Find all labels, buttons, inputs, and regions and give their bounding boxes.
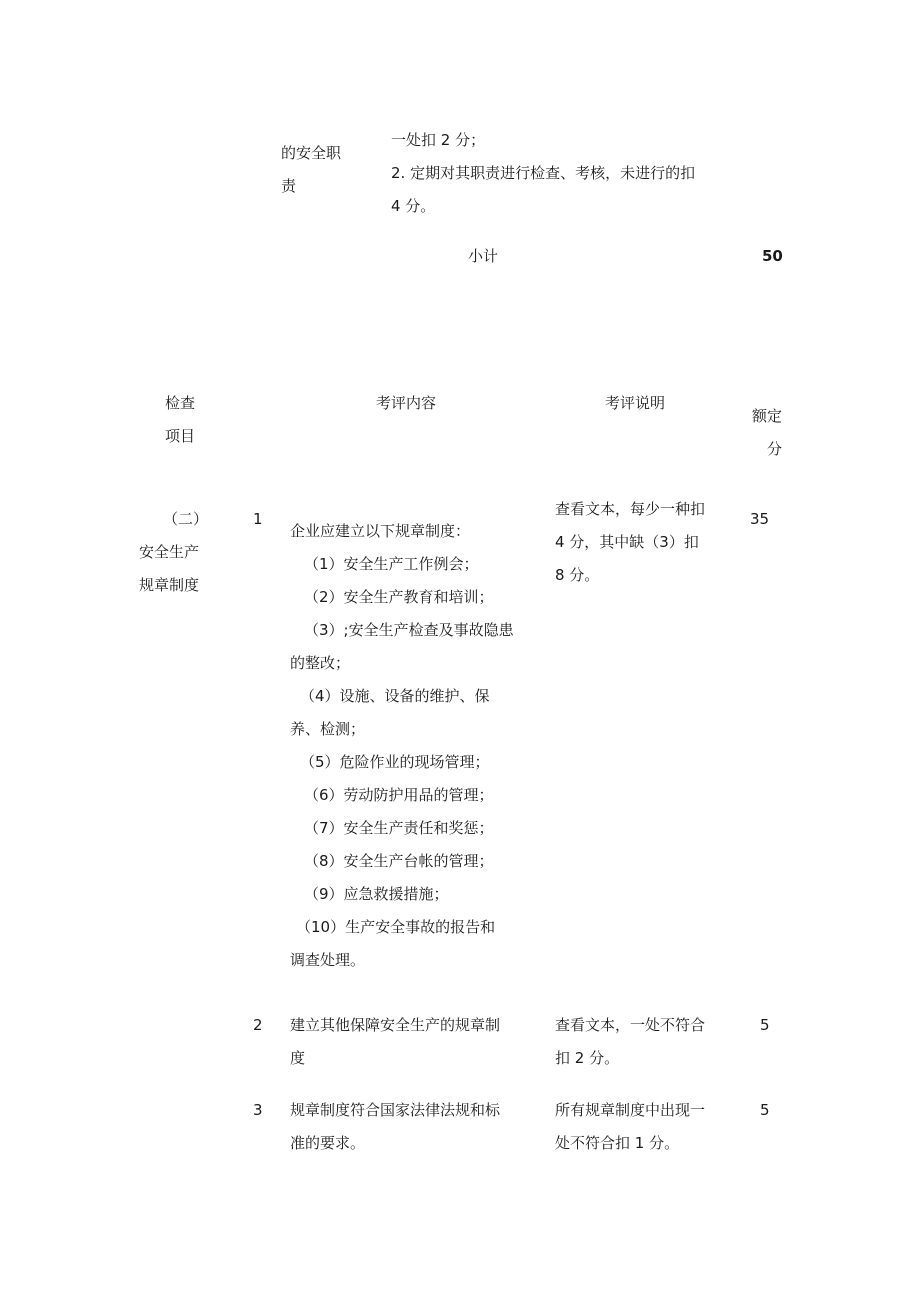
content-line: （4）设施、设备的维护、保: [300, 687, 490, 705]
row-number: 2: [253, 1016, 263, 1034]
item-text: 责: [281, 177, 297, 195]
row-score: 5: [760, 1016, 770, 1034]
row-content: [290, 515, 514, 977]
content-line: （10）生产安全事故的报告和: [296, 918, 496, 936]
content-line: 建立其他保障安全生产的规章制: [290, 1016, 501, 1034]
row-number: 1: [253, 510, 263, 528]
header-score-text: 额定: [751, 407, 782, 425]
header-item-text: 项目: [164, 427, 195, 445]
row-explain: [555, 493, 705, 592]
content-line: 企业应建立以下规章制度：: [290, 522, 471, 540]
row-score: 5: [760, 1101, 770, 1119]
section-item-text: 安全生产: [139, 543, 200, 561]
content-line: （3）;安全生产检查及事故隐患: [304, 621, 514, 639]
row-explain: [555, 1009, 705, 1075]
explain-text: 4 分。: [391, 197, 436, 215]
content-line: （1）安全生产工作例会；: [304, 555, 479, 573]
content-line: （9）应急救援措施；: [304, 885, 449, 903]
content-line: 调查处理。: [290, 951, 366, 969]
section-item-text: （二）: [163, 510, 209, 528]
subtotal-score: 50: [762, 247, 783, 265]
header-item: [150, 387, 210, 453]
row-number: 3: [253, 1101, 263, 1119]
row-score: 35: [750, 510, 770, 528]
explain-text: 2. 定期对其职责进行检查、考核，未进行的扣: [391, 164, 696, 182]
header-score: [740, 400, 782, 466]
explain-line: 4 分，其中缺（3）扣: [555, 533, 699, 551]
explain-line: 所有规章制度中出现一: [555, 1101, 706, 1119]
header-content: 考评内容: [376, 394, 437, 412]
explain-line: 扣 2 分。: [555, 1049, 620, 1067]
content-line: （6）劳动防护用品的管理；: [304, 786, 494, 804]
content-line: （7）安全生产责任和奖惩；: [304, 819, 494, 837]
content-line: 养、检测；: [290, 720, 366, 738]
item-cell: [281, 137, 341, 203]
content-line: （8）安全生产台帐的管理；: [304, 852, 494, 870]
header-item-text: 检查: [164, 394, 195, 412]
content-line: 规章制度符合国家法律法规和标: [290, 1101, 501, 1119]
section-item-text: 规章制度: [139, 576, 200, 594]
content-line: （2）安全生产教育和培训；: [304, 588, 494, 606]
header-score-text: 分: [766, 440, 782, 458]
content-line: （5）危险作业的现场管理；: [300, 753, 490, 771]
section-item: [139, 503, 208, 602]
explain-cell: [391, 124, 695, 223]
subtotal-label: 小计: [468, 247, 499, 265]
header-explain: 考评说明: [605, 394, 666, 412]
item-text: 的安全职: [281, 144, 342, 162]
content-line: 的整改；: [290, 654, 351, 672]
explain-line: 查看文本，一处不符合: [555, 1016, 706, 1034]
explain-line: 查看文本，每少一种扣: [555, 500, 706, 518]
row-content: [290, 1009, 500, 1075]
row-explain: [555, 1094, 705, 1160]
content-line: 准的要求。: [290, 1134, 366, 1152]
explain-line: 8 分。: [555, 566, 600, 584]
explain-text: 一处扣 2 分；: [391, 131, 486, 149]
explain-line: 处不符合扣 1 分。: [555, 1134, 680, 1152]
row-content: [290, 1094, 500, 1160]
content-line: 度: [290, 1049, 306, 1067]
